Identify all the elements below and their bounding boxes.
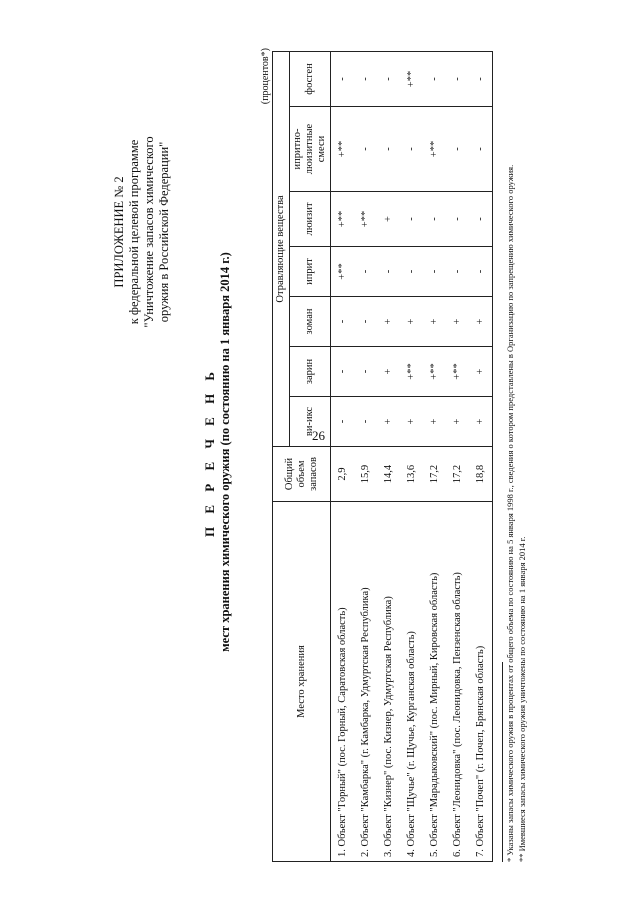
cell-lewisite: +** xyxy=(331,192,355,247)
header-agent: зарин xyxy=(290,347,331,397)
cell-vx: + xyxy=(423,397,446,447)
table-row xyxy=(377,51,400,861)
cell-total: 17,2 xyxy=(423,447,446,502)
header-total: Общий объем запасов xyxy=(273,447,331,502)
cell-place: 2. Объект "Камбарка" (г. Камбарка, Удмуртская Республика) xyxy=(354,502,377,862)
cell-total: 14,4 xyxy=(377,447,400,502)
cell-mixtures: - xyxy=(354,107,377,192)
document-subtitle: мест хранения химического оружия (по состоянию на 1 января 2014 г.) xyxy=(218,252,232,652)
appendix-line: к федеральной целевой программе xyxy=(127,139,141,325)
table-row xyxy=(354,51,377,861)
table-row xyxy=(446,51,469,861)
cell-sarin: - xyxy=(331,347,355,397)
header-agents-group: Отравляющие вещества xyxy=(273,51,290,446)
cell-yperite: +** xyxy=(331,247,355,297)
cell-vx: + xyxy=(469,397,493,447)
footnotes xyxy=(505,52,528,862)
cell-sarin: +** xyxy=(400,347,423,397)
header-agent: иприт xyxy=(290,247,331,297)
header-place: Место хранения xyxy=(273,502,331,862)
table-row xyxy=(423,51,446,861)
table-row xyxy=(400,51,423,861)
cell-soman: + xyxy=(446,297,469,347)
cell-soman: + xyxy=(400,297,423,347)
page-number: 26 xyxy=(312,428,325,443)
cell-mixtures: - xyxy=(400,107,423,192)
cell-phosgene: - xyxy=(423,51,446,106)
footnote-divider xyxy=(502,662,503,862)
cell-soman: + xyxy=(423,297,446,347)
cell-yperite: - xyxy=(469,247,493,297)
cell-lewisite: - xyxy=(400,192,423,247)
document-title: П Е Р Е Ч Е Н Ь xyxy=(202,366,217,538)
cell-vx: + xyxy=(377,397,400,447)
cell-lewisite: - xyxy=(446,192,469,247)
cell-sarin: + xyxy=(377,347,400,397)
footnote-2: ** Имевшиеся запасы химического оружия уничтожены по состоянию на 1 января 2014 г. xyxy=(516,536,527,862)
rotated-sheet xyxy=(20,42,620,862)
cell-mixtures: +** xyxy=(423,107,446,192)
appendix-number: ПРИЛОЖЕНИЕ № 2 xyxy=(112,176,126,288)
cell-lewisite: - xyxy=(423,192,446,247)
cell-sarin: + xyxy=(469,347,493,397)
cell-soman: + xyxy=(377,297,400,347)
cell-total: 18,8 xyxy=(469,447,493,502)
cell-yperite: - xyxy=(354,247,377,297)
cell-soman: + xyxy=(469,297,493,347)
cell-phosgene: - xyxy=(469,51,493,106)
cell-yperite: - xyxy=(446,247,469,297)
table-row xyxy=(469,51,493,861)
cell-phosgene: +** xyxy=(400,51,423,106)
cell-phosgene: - xyxy=(354,51,377,106)
cell-mixtures: +** xyxy=(331,107,355,192)
cell-sarin: +** xyxy=(446,347,469,397)
cell-sarin: - xyxy=(354,347,377,397)
units-note: (процентов*) xyxy=(260,48,271,105)
appendix-heading xyxy=(112,82,172,382)
cell-yperite: - xyxy=(423,247,446,297)
cell-sarin: +** xyxy=(423,347,446,397)
storage-sites-table xyxy=(272,51,493,862)
cell-vx: + xyxy=(400,397,423,447)
cell-place: 6. Объект "Леонидовка" (пос. Леонидовка, Пензенская область) xyxy=(446,502,469,862)
cell-yperite: - xyxy=(377,247,400,297)
cell-vx: - xyxy=(331,397,355,447)
header-agent: ви-икс xyxy=(290,397,331,447)
cell-lewisite: - xyxy=(469,192,493,247)
cell-phosgene: - xyxy=(377,51,400,106)
cell-lewisite: +** xyxy=(354,192,377,247)
cell-phosgene: - xyxy=(446,51,469,106)
cell-place: 3. Объект "Кизнер" (пос. Кизнер, Удмуртская Республика) xyxy=(377,502,400,862)
cell-total: 13,6 xyxy=(400,447,423,502)
cell-soman: - xyxy=(331,297,355,347)
cell-lewisite: + xyxy=(377,192,400,247)
cell-mixtures: - xyxy=(377,107,400,192)
cell-yperite: - xyxy=(400,247,423,297)
cell-place: 4. Объект "Щучье" (г. Щучье, Курганская область) xyxy=(400,502,423,862)
appendix-line: "Уничтожение запасов химического xyxy=(142,136,156,328)
cell-place: 1. Объект "Горный" (пос. Горный, Саратовская область) xyxy=(331,502,355,862)
cell-total: 15,9 xyxy=(354,447,377,502)
appendix-line: оружия в Российской Федерации" xyxy=(157,141,171,323)
cell-vx: - xyxy=(354,397,377,447)
cell-total: 2,9 xyxy=(331,447,355,502)
cell-place: 5. Объект "Марадыковский" (пос. Мирный, Кировская область) xyxy=(423,502,446,862)
header-agent: ипритно-люизитные смеси xyxy=(290,107,331,192)
table-row xyxy=(331,51,355,861)
cell-mixtures: - xyxy=(446,107,469,192)
cell-place: 7. Объект "Почеп" (г. Почеп, Брянская область) xyxy=(469,502,493,862)
footnote-1: * Указаны запасы химического оружия в процентах от общего объема по состоянию на 5 января 1998 г., сведения о котором представлены в Организацию по запрещению химического оружия. xyxy=(505,164,515,862)
header-agent: зоман xyxy=(290,297,331,347)
cell-total: 17,2 xyxy=(446,447,469,502)
cell-phosgene: - xyxy=(331,51,355,106)
cell-mixtures: - xyxy=(469,107,493,192)
cell-vx: + xyxy=(446,397,469,447)
header-agent: люизит xyxy=(290,192,331,247)
cell-soman: - xyxy=(354,297,377,347)
header-agent: фосген xyxy=(290,51,331,106)
